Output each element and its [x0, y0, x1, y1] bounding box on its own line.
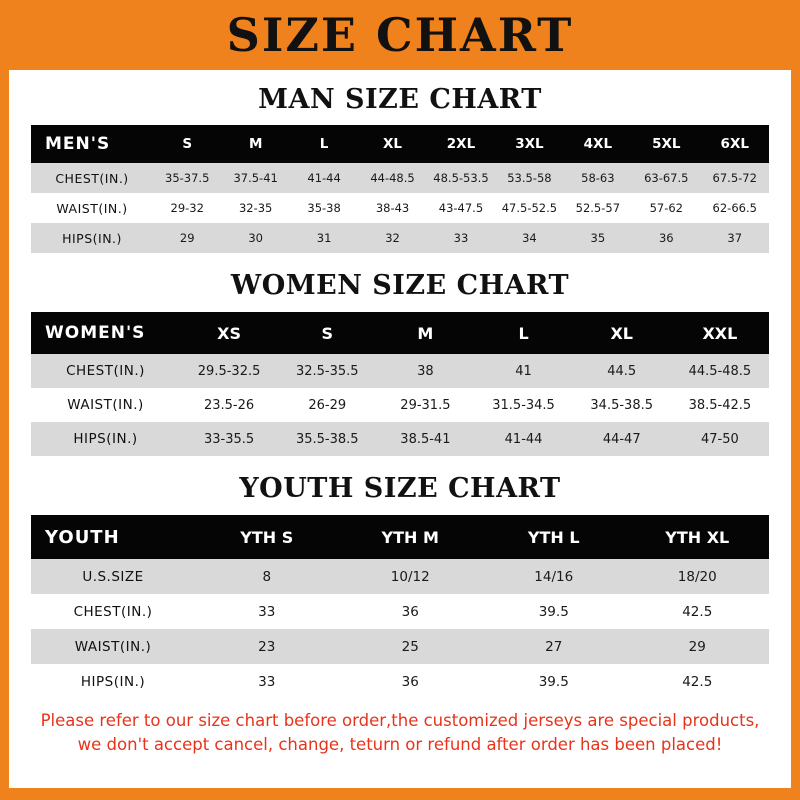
cell: 58-63	[564, 163, 632, 193]
table-row	[31, 193, 769, 223]
cell: 39.5	[482, 594, 626, 629]
women-row-header-label: WOMEN'S	[31, 312, 180, 354]
cell: 25	[339, 629, 483, 664]
cell: 29-31.5	[376, 388, 474, 422]
row-label: WAIST(IN.)	[31, 193, 153, 223]
table-row	[31, 422, 769, 456]
cell: 57-62	[632, 193, 700, 223]
cell: 36	[632, 223, 700, 253]
cell: 38	[376, 354, 474, 388]
cell: 41-44	[474, 422, 572, 456]
cell: 43-47.5	[427, 193, 495, 223]
cell: 33	[195, 664, 339, 699]
cell: 29-32	[153, 193, 221, 223]
cell: 31.5-34.5	[474, 388, 572, 422]
cell: 39.5	[482, 664, 626, 699]
page-banner	[0, 0, 800, 70]
cell: 32-35	[221, 193, 289, 223]
column-header: YTH L	[482, 515, 626, 559]
footer-note	[9, 699, 791, 757]
cell: 18/20	[626, 559, 770, 594]
row-label: WAIST(IN.)	[31, 388, 180, 422]
cell: 36	[339, 664, 483, 699]
cell: 35-37.5	[153, 163, 221, 193]
cell: 44.5-48.5	[671, 354, 769, 388]
column-header: YTH XL	[626, 515, 770, 559]
men-table-body	[31, 163, 769, 253]
cell: 52.5-57	[564, 193, 632, 223]
cell: 48.5-53.5	[427, 163, 495, 193]
column-header: XL	[573, 312, 671, 354]
cell: 63-67.5	[632, 163, 700, 193]
bottom-accent-bar	[0, 788, 800, 800]
row-label: WAIST(IN.)	[31, 629, 195, 664]
table-row	[31, 388, 769, 422]
cell: 10/12	[339, 559, 483, 594]
table-row	[31, 629, 769, 664]
cell: 14/16	[482, 559, 626, 594]
column-header: 3XL	[495, 125, 563, 163]
cell: 29.5-32.5	[180, 354, 278, 388]
cell: 35.5-38.5	[278, 422, 376, 456]
cell: 23.5-26	[180, 388, 278, 422]
cell: 33	[195, 594, 339, 629]
men-row-header-label: MEN'S	[31, 125, 153, 163]
cell: 67.5-72	[701, 163, 770, 193]
row-label: HIPS(IN.)	[31, 223, 153, 253]
column-header: L	[474, 312, 572, 354]
cell: 41-44	[290, 163, 358, 193]
cell: 33-35.5	[180, 422, 278, 456]
cell: 41	[474, 354, 572, 388]
section-title-men: MAN SIZE CHART	[258, 84, 542, 115]
table-row	[31, 354, 769, 388]
column-header: XXL	[671, 312, 769, 354]
page-title: SIZE CHART	[226, 8, 574, 62]
footer-note-line-1: Please refer to our size chart before order,the customized jerseys are special products,	[40, 711, 760, 730]
cell: 34.5-38.5	[573, 388, 671, 422]
cell: 31	[290, 223, 358, 253]
women-size-table	[31, 312, 769, 456]
men-size-table	[31, 125, 769, 253]
row-label: HIPS(IN.)	[31, 664, 195, 699]
column-header: YTH M	[339, 515, 483, 559]
cell: 37.5-41	[221, 163, 289, 193]
footer-note-line-2: we don't accept cancel, change, teturn or refund after order has been placed!	[77, 734, 723, 754]
cell: 42.5	[626, 664, 770, 699]
cell: 34	[495, 223, 563, 253]
men-chart-wrap	[9, 125, 791, 253]
table-row	[31, 664, 769, 699]
column-header: 2XL	[427, 125, 495, 163]
cell: 53.5-58	[495, 163, 563, 193]
cell: 44-47	[573, 422, 671, 456]
cell: 47.5-52.5	[495, 193, 563, 223]
cell: 35-38	[290, 193, 358, 223]
cell: 32.5-35.5	[278, 354, 376, 388]
women-table-head	[31, 312, 769, 354]
table-header-row	[31, 515, 769, 559]
column-header: M	[221, 125, 289, 163]
cell: 38.5-41	[376, 422, 474, 456]
cell: 36	[339, 594, 483, 629]
cell: 35	[564, 223, 632, 253]
cell: 37	[701, 223, 770, 253]
youth-chart-wrap	[9, 515, 791, 699]
cell: 30	[221, 223, 289, 253]
youth-table-head	[31, 515, 769, 559]
cell: 47-50	[671, 422, 769, 456]
cell: 38.5-42.5	[671, 388, 769, 422]
column-header: L	[290, 125, 358, 163]
cell: 42.5	[626, 594, 770, 629]
column-header: 5XL	[632, 125, 700, 163]
row-label: HIPS(IN.)	[31, 422, 180, 456]
row-label: CHEST(IN.)	[31, 354, 180, 388]
cell: 23	[195, 629, 339, 664]
cell: 29	[626, 629, 770, 664]
table-row	[31, 594, 769, 629]
row-label: CHEST(IN.)	[31, 163, 153, 193]
section-title-women: WOMEN SIZE CHART	[230, 270, 570, 301]
row-label: CHEST(IN.)	[31, 594, 195, 629]
cell: 44-48.5	[358, 163, 426, 193]
section-title-youth: YOUTH SIZE CHART	[239, 473, 561, 504]
column-header: YTH S	[195, 515, 339, 559]
women-chart-wrap	[9, 312, 791, 456]
women-table-body	[31, 354, 769, 456]
youth-row-header-label: YOUTH	[31, 515, 195, 559]
column-header: S	[153, 125, 221, 163]
column-header: XL	[358, 125, 426, 163]
column-header: 4XL	[564, 125, 632, 163]
column-header: S	[278, 312, 376, 354]
cell: 32	[358, 223, 426, 253]
table-header-row	[31, 312, 769, 354]
cell: 29	[153, 223, 221, 253]
men-table-head	[31, 125, 769, 163]
column-header: M	[376, 312, 474, 354]
youth-size-table	[31, 515, 769, 699]
cell: 62-66.5	[701, 193, 770, 223]
cell: 33	[427, 223, 495, 253]
row-label: U.S.SIZE	[31, 559, 195, 594]
table-row	[31, 559, 769, 594]
cell: 27	[482, 629, 626, 664]
table-row	[31, 223, 769, 253]
cell: 8	[195, 559, 339, 594]
table-header-row	[31, 125, 769, 163]
column-header: 6XL	[701, 125, 770, 163]
cell: 26-29	[278, 388, 376, 422]
table-row	[31, 163, 769, 193]
cell: 44.5	[573, 354, 671, 388]
cell: 38-43	[358, 193, 426, 223]
youth-table-body	[31, 559, 769, 699]
column-header: XS	[180, 312, 278, 354]
